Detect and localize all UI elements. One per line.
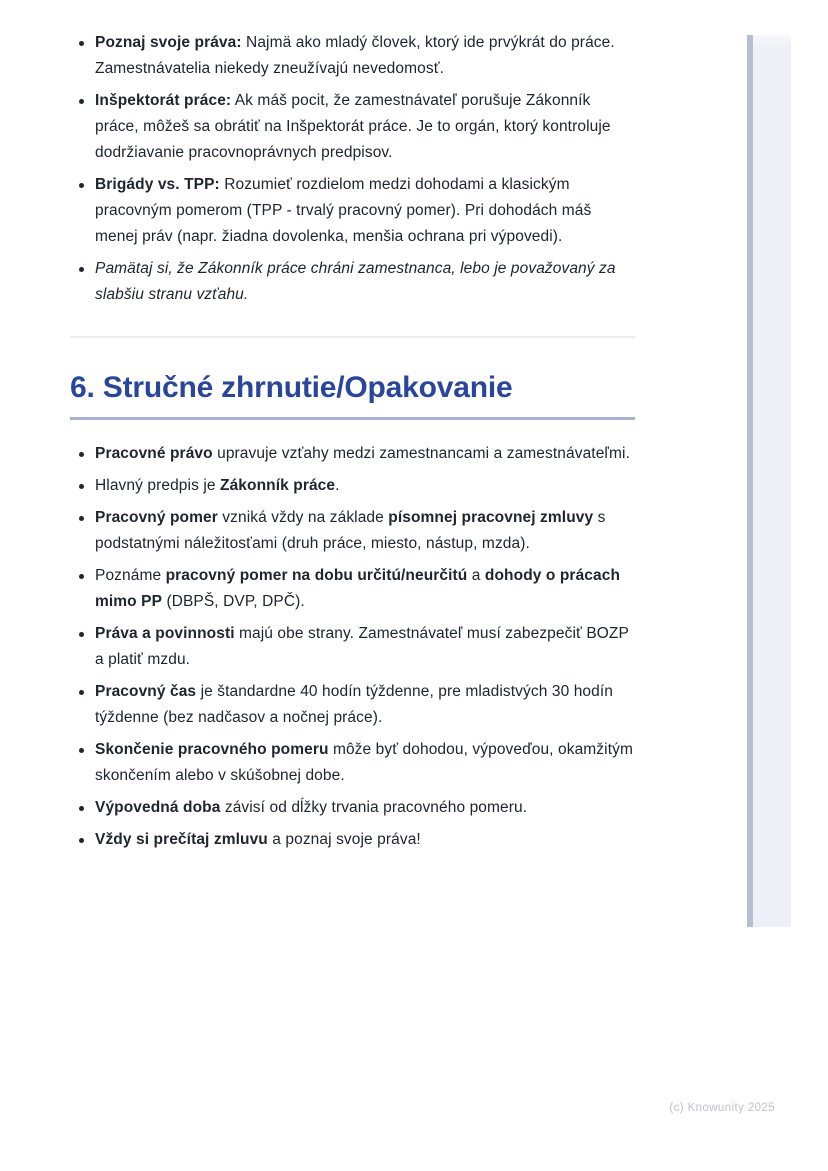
text-segment: je štandardne 40 hodín týždenne, pre mladistvých 30 hodín týždenne (bez nadčasov a nočnej práce). (95, 683, 613, 726)
list-item (70, 621, 635, 673)
text-segment: Ak máš pocit, že zamestnávateľ porušuje Zákonník práce, môžeš sa obrátiť na Inšpektorát práce. Je to orgán, ktorý kontroluje dodržiavanie pracovnoprávnych predpisov. (95, 92, 611, 161)
text-segment: písomnej pracovnej zmluvy (388, 509, 594, 526)
text-segment: a (467, 567, 485, 584)
section-divider (70, 336, 635, 338)
text-segment: vzniká vždy na základe (217, 509, 389, 526)
list-item (70, 88, 635, 166)
text-segment: závisí od dĺžky trvania pracovného pomeru. (220, 799, 528, 816)
footer-credit: (c) Knowunity 2025 (669, 1102, 775, 1114)
text-segment: Práva a povinnosti (95, 625, 235, 642)
page-content (70, 30, 635, 859)
text-segment: Skončenie pracovného pomeru (95, 741, 329, 758)
heading-underline (70, 417, 635, 420)
list-item (70, 505, 635, 557)
text-segment: Rozumieť rozdielom medzi dohodami a klasickým pracovným pomerom (TPP - trvalý pracovný pomer). Pri dohodách máš menej práv (napr. žiadna dovolenka, menšia ochrana pri výpovedi). (95, 176, 592, 245)
text-segment: Vždy si prečítaj zmluvu (95, 831, 268, 848)
text-segment: Poznaj svoje práva: (95, 34, 242, 51)
list-item (70, 172, 635, 250)
text-segment: . (335, 477, 340, 494)
text-segment: Hlavný predpis je (95, 477, 220, 494)
text-segment: dohody o prácach mimo PP (95, 567, 621, 610)
list-item (70, 827, 635, 853)
text-segment: Pracovný pomer (95, 509, 218, 526)
list-item (70, 256, 635, 308)
list-item (70, 737, 635, 789)
text-segment: Výpovedná doba (95, 799, 221, 816)
section-heading: 6. Stručné zhrnutie/Opakovanie (70, 371, 513, 404)
intro-bullet-list (70, 30, 635, 308)
list-item (70, 30, 635, 82)
text-segment: Poznáme (95, 567, 166, 584)
text-segment: majú obe strany. Zamestnávateľ musí zabezpečiť BOZP a platiť mzdu. (95, 625, 629, 668)
text-segment: Pracovné právo (95, 445, 213, 462)
text-segment: upravuje vzťahy medzi zamestnancami a zamestnávateľmi. (212, 445, 630, 462)
text-segment: Inšpektorát práce: (95, 92, 232, 109)
list-item (70, 795, 635, 821)
text-segment: Brigády vs. TPP: (95, 176, 220, 193)
text-segment: Najmä ako mladý človek, ktorý ide prvýkrát do práce. Zamestnávatelia niekedy zneužívajú nevedomosť. (95, 34, 615, 77)
text-segment: môže byť dohodou, výpoveďou, okamžitým skončením alebo v skúšobnej dobe. (95, 741, 633, 784)
text-segment: a poznaj svoje práva! (267, 831, 421, 848)
list-item (70, 473, 635, 499)
text-segment: pracovný pomer na dobu určitú/neurčitú (165, 567, 468, 584)
text-segment: Zákonník práce (220, 477, 336, 494)
text-segment: (DBPŠ, DVP, DPČ). (162, 593, 305, 610)
text-segment: Pamätaj si, že Zákonník práce chráni zamestnanca, lebo je považovaný za slabšiu stranu vzťahu. (95, 260, 616, 303)
list-item (70, 441, 635, 467)
list-item (70, 563, 635, 615)
list-item (70, 679, 635, 731)
text-segment: s podstatnými náležitosťami (druh práce, miesto, nástup, mzda). (95, 509, 606, 552)
text-segment: Pracovný čas (95, 683, 197, 700)
next-page-edge (747, 35, 791, 927)
summary-bullet-list (70, 441, 635, 853)
